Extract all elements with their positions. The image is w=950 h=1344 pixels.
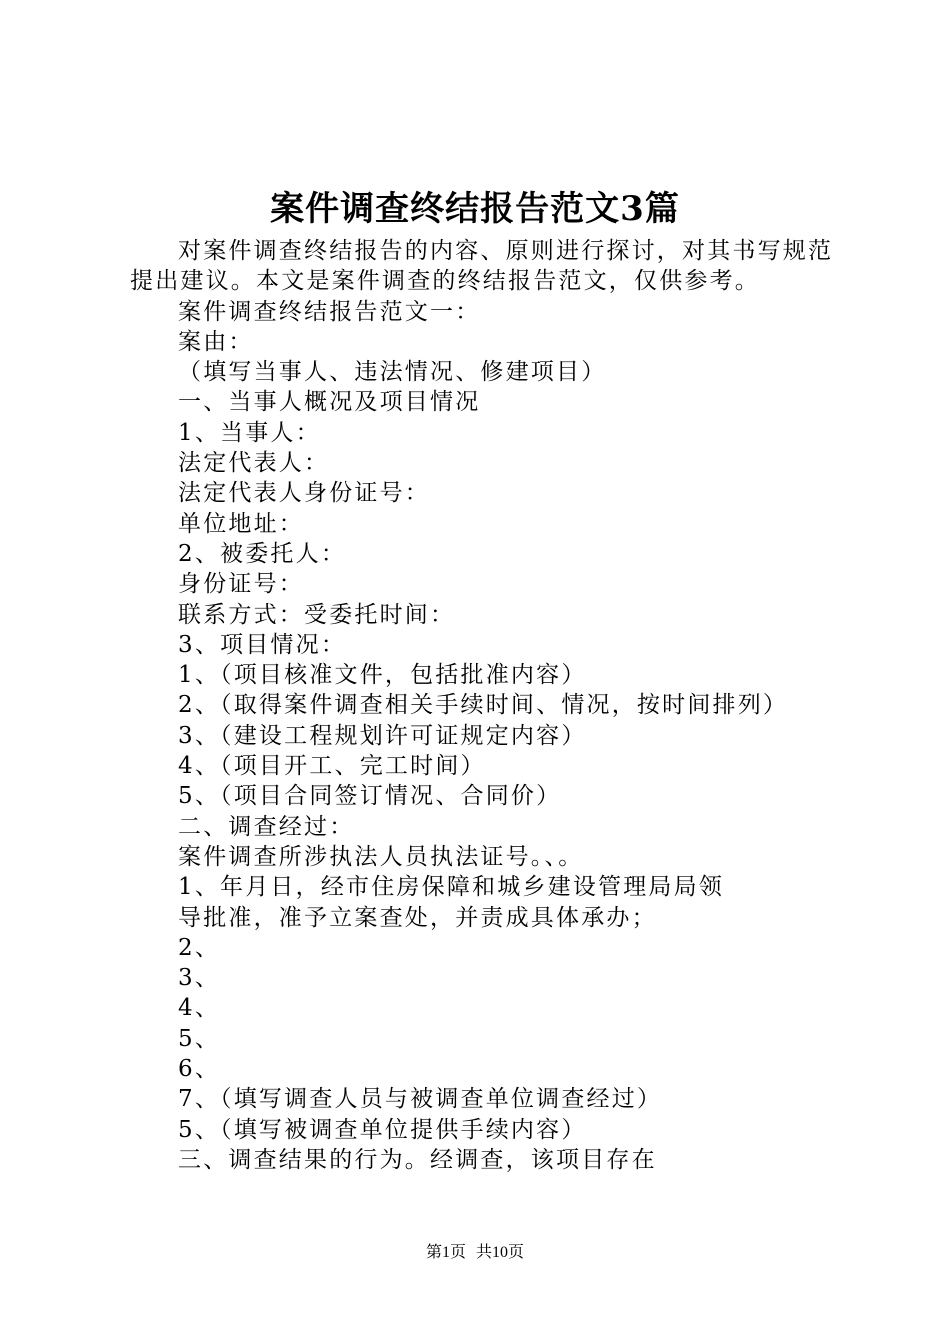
body-line: 法定代表人： [178,450,330,477]
page-total: 共10页 [476,1244,525,1261]
body-line: 2、被委托人： [178,540,347,567]
body-line: 一、当事人概况及项目情况 [178,389,481,416]
body-line: 案件调查所涉执法人员执法证号。、。 [178,843,584,870]
body-line: 联系方式：受委托时间： [178,601,456,628]
body-line: 案由： [178,328,254,355]
body-line: 4、（项目开工、完工时间） [178,753,486,780]
body-line: 1、当事人： [178,419,321,446]
document-title: 案件调查终结报告范文3篇 [270,189,680,229]
body-line: 三、调查结果的行为。经调查，该项目存在 [178,1146,657,1173]
body-line: 1、（项目核准文件，包括批准内容） [178,662,587,689]
body-line: 单位地址： [178,510,304,537]
body-line: 3、 [178,965,221,992]
body-line: 1、年月日，经市住房保障和城乡建设管理局局领 [178,874,725,901]
body-line: 2、（取得案件调查相关手续时间、情况，按时间排列） [178,692,789,719]
body-line: 二、调查经过： [178,813,355,840]
page-footer [0,1240,950,1266]
body-line: 案件调查终结报告范文一： [178,298,481,325]
body-line: （填写当事人、违法情况、修建项目） [178,359,607,386]
body-line: 5、 [178,1025,221,1052]
document-body [130,236,835,1175]
body-line: 6、 [178,1056,221,1083]
body-line: 4、 [178,995,221,1022]
body-line: 5、（填写被调查单位提供手续内容） [178,1116,587,1143]
body-line: 3、项目情况： [178,631,347,658]
page-number: 第1页 [425,1244,466,1261]
body-line: 身份证号： [178,571,304,598]
body-line: 7、（填写调查人员与被调查单位调查经过） [178,1086,663,1113]
body-line: 法定代表人身份证号： [178,480,430,507]
body-line: 2、 [178,934,221,961]
body-line: 3、（建设工程规划许可证规定内容） [178,722,587,749]
body-line: 5、（项目合同签订情况、合同价） [178,783,562,810]
intro-paragraph: 对案件调查终结报告的内容、原则进行探讨，对其书写规范提出建议。本文是案件调查的终结报告范文，仅供参考。 [130,238,834,295]
body-line: 导批准，准予立案查处，并责成具体承办； [178,904,657,931]
